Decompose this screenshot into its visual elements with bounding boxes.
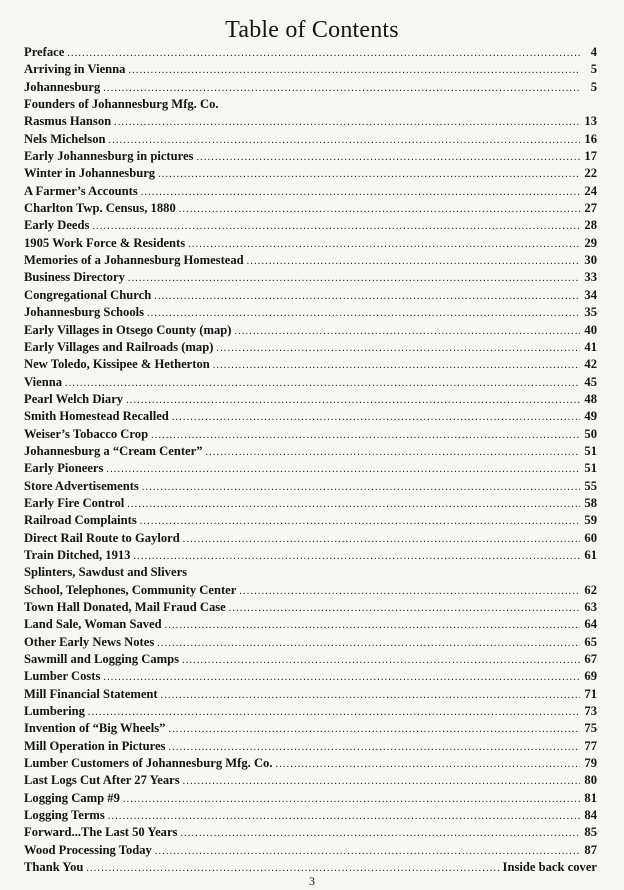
dot-leader bbox=[172, 409, 580, 426]
toc-entry-title: Johannesburg a “Cream Center” bbox=[24, 443, 203, 458]
toc-entry-page: 50 bbox=[584, 426, 597, 441]
toc-entry-page: 65 bbox=[584, 634, 597, 649]
toc-entry-title: Rasmus Hanson bbox=[24, 114, 112, 129]
toc-entry-page: 40 bbox=[584, 322, 597, 337]
toc-entry-page: 64 bbox=[584, 617, 597, 632]
dot-leader bbox=[182, 652, 580, 669]
dot-leader bbox=[103, 669, 580, 686]
dot-leader bbox=[128, 270, 580, 287]
toc-entry bbox=[24, 668, 597, 685]
toc-entry bbox=[24, 339, 597, 356]
toc-entry-page: 30 bbox=[584, 253, 597, 268]
toc-entry bbox=[24, 374, 597, 391]
toc-entry bbox=[24, 269, 597, 286]
toc-entry-title: Memories of a Johannesburg Homestead bbox=[24, 253, 244, 268]
toc-entry-title: Invention of “Big Wheels” bbox=[24, 721, 166, 736]
toc-entry-title: Land Sale, Woman Saved bbox=[24, 617, 162, 632]
toc-entry-page: Inside back cover bbox=[502, 860, 597, 875]
dot-leader bbox=[183, 531, 580, 548]
toc-entry-page: 29 bbox=[584, 235, 597, 250]
toc-entry-page: 79 bbox=[584, 756, 597, 771]
toc-entry-title: Early Villages and Railroads (map) bbox=[24, 339, 214, 354]
toc-entry-title: Early Deeds bbox=[24, 218, 90, 233]
toc-entry-page: 24 bbox=[584, 183, 597, 198]
toc-entry-title: Congregational Church bbox=[24, 287, 152, 302]
toc-entry-title: Johannesburg bbox=[24, 79, 101, 94]
dot-leader bbox=[123, 791, 580, 808]
toc-entry-page: 77 bbox=[584, 738, 597, 753]
toc-entry bbox=[24, 217, 597, 234]
toc-entry bbox=[24, 408, 597, 425]
dot-leader bbox=[179, 201, 580, 218]
toc-entry bbox=[24, 460, 597, 477]
toc-entry-page: 67 bbox=[584, 652, 597, 667]
toc-entry bbox=[24, 478, 597, 495]
toc-entry-page: 42 bbox=[584, 357, 597, 372]
dot-leader bbox=[155, 843, 580, 860]
toc-entry-page: 5 bbox=[590, 62, 597, 77]
toc-entry-title: Charlton Twp. Census, 1880 bbox=[24, 201, 176, 216]
toc-entry-page: 41 bbox=[584, 339, 597, 354]
toc-entry-title: Forward...The Last 50 Years bbox=[24, 825, 178, 840]
toc-entry bbox=[24, 183, 597, 200]
dot-leader bbox=[165, 617, 580, 634]
toc-entry bbox=[24, 235, 597, 252]
dot-leader bbox=[206, 444, 580, 461]
toc-entry bbox=[24, 772, 597, 789]
toc-entry-title: Founders of Johannesburg Mfg. Co. bbox=[24, 97, 219, 112]
toc-entry-title: Smith Homestead Recalled bbox=[24, 409, 169, 424]
dot-leader bbox=[141, 184, 580, 201]
toc-entry bbox=[24, 582, 597, 599]
toc-entry-title: Weiser’s Tobacco Crop bbox=[24, 426, 149, 441]
toc-entry-title: Vienna bbox=[24, 374, 63, 389]
toc-entry bbox=[24, 148, 597, 165]
dot-leader bbox=[109, 132, 580, 149]
toc-entry-page: 84 bbox=[584, 808, 597, 823]
toc-entry bbox=[24, 651, 597, 668]
page-title: Table of Contents bbox=[225, 17, 399, 43]
toc-entry-title: Pearl Welch Diary bbox=[24, 391, 124, 406]
dot-leader bbox=[67, 45, 580, 62]
toc-entry-page: 17 bbox=[584, 149, 597, 164]
toc-entry-title: 1905 Work Force & Residents bbox=[24, 235, 186, 250]
toc-entry-title: Wood Processing Today bbox=[24, 842, 152, 857]
toc-entry-page: 22 bbox=[584, 166, 597, 181]
toc-entry bbox=[24, 200, 597, 217]
toc-entry-title: Mill Financial Statement bbox=[24, 686, 158, 701]
dot-leader bbox=[216, 340, 580, 357]
toc-entry bbox=[24, 304, 597, 321]
toc-entry-page: 16 bbox=[584, 131, 597, 146]
dot-leader bbox=[126, 392, 580, 409]
dot-leader bbox=[151, 427, 580, 444]
toc-entry-title: Railroad Complaints bbox=[24, 513, 137, 528]
toc-entry-page: 81 bbox=[584, 790, 597, 805]
toc-entry-title: Early Villages in Otsego County (map) bbox=[24, 322, 232, 337]
toc-entry bbox=[24, 616, 597, 633]
toc-entry-page: 51 bbox=[584, 443, 597, 458]
toc-entry-title: A Farmer’s Accounts bbox=[24, 183, 138, 198]
toc-entry-page: 27 bbox=[584, 201, 597, 216]
dot-leader bbox=[161, 687, 580, 704]
toc-entry-page: 48 bbox=[584, 391, 597, 406]
toc-entry-title: Johannesburg Schools bbox=[24, 305, 145, 320]
toc-entry-page: 87 bbox=[584, 842, 597, 857]
toc-entry bbox=[24, 512, 597, 529]
toc-entry-title: Early Fire Control bbox=[24, 495, 125, 510]
dot-leader bbox=[127, 496, 580, 513]
dot-leader bbox=[140, 513, 580, 530]
toc-entry-title: Logging Terms bbox=[24, 808, 105, 823]
toc-entry bbox=[24, 599, 597, 616]
toc-entry-page: 85 bbox=[584, 825, 597, 840]
toc-entry-page: 51 bbox=[584, 461, 597, 476]
dot-leader bbox=[157, 635, 580, 652]
dot-leader bbox=[158, 166, 580, 183]
toc-entry bbox=[24, 824, 597, 841]
dot-leader bbox=[188, 236, 580, 253]
toc-entry-title: Business Directory bbox=[24, 270, 125, 285]
dot-leader bbox=[147, 305, 580, 322]
dot-leader bbox=[234, 323, 580, 340]
toc-entry-page: 58 bbox=[584, 495, 597, 510]
toc-entry-page: 35 bbox=[584, 305, 597, 320]
toc-list bbox=[24, 44, 597, 877]
dot-leader bbox=[276, 756, 581, 773]
toc-entry bbox=[24, 720, 597, 737]
dot-leader bbox=[133, 548, 580, 565]
dot-leader bbox=[114, 114, 580, 131]
toc-entry-page: 69 bbox=[584, 669, 597, 684]
toc-entry-page: 4 bbox=[590, 45, 597, 59]
toc-entry-page: 28 bbox=[584, 218, 597, 233]
toc-entry-page: 33 bbox=[584, 270, 597, 285]
toc-entry bbox=[24, 634, 597, 651]
toc-entry bbox=[24, 44, 597, 61]
page-number: 3 bbox=[309, 874, 315, 888]
toc-entry bbox=[24, 356, 597, 373]
toc-entry bbox=[24, 790, 597, 807]
toc-entry-title: Winter in Johannesburg bbox=[24, 166, 156, 181]
dot-leader bbox=[168, 721, 580, 738]
toc-entry bbox=[24, 755, 597, 772]
dot-leader bbox=[106, 461, 580, 478]
toc-entry bbox=[24, 79, 597, 96]
dot-leader bbox=[247, 253, 580, 270]
toc-entry bbox=[24, 391, 597, 408]
toc-entry bbox=[24, 165, 597, 182]
toc-entry bbox=[24, 842, 597, 859]
toc-entry-title: School, Telephones, Community Center bbox=[24, 582, 237, 597]
toc-entry-title: Logging Camp #9 bbox=[24, 790, 120, 805]
toc-entry-page: 60 bbox=[584, 530, 597, 545]
toc-entry-title: Sawmill and Logging Camps bbox=[24, 652, 180, 667]
toc-entry bbox=[24, 738, 597, 755]
toc-entry bbox=[24, 426, 597, 443]
toc-entry-title: Lumber Costs bbox=[24, 669, 101, 684]
dot-leader bbox=[65, 375, 580, 392]
toc-entry-page: 71 bbox=[584, 686, 597, 701]
dot-leader bbox=[196, 149, 580, 166]
toc-entry-title: Early Johannesburg in pictures bbox=[24, 149, 194, 164]
toc-entry bbox=[24, 686, 597, 703]
toc-entry-title: Last Logs Cut After 27 Years bbox=[24, 773, 180, 788]
toc-entry bbox=[24, 564, 597, 581]
toc-entry-page: 34 bbox=[584, 287, 597, 302]
toc-entry bbox=[24, 495, 597, 512]
toc-entry-page: 13 bbox=[584, 114, 597, 129]
toc-entry bbox=[24, 530, 597, 547]
toc-entry-page: 63 bbox=[584, 600, 597, 614]
toc-entry-page: 55 bbox=[584, 478, 597, 493]
toc-entry-title: New Toledo, Kissipee & Hetherton bbox=[24, 357, 210, 372]
toc-entry-title: Town Hall Donated, Mail Fraud Case bbox=[24, 600, 226, 614]
dot-leader bbox=[128, 62, 580, 79]
toc-entry bbox=[24, 322, 597, 339]
toc-entry-page: 61 bbox=[584, 547, 597, 562]
toc-entry-page: 5 bbox=[590, 79, 597, 94]
toc-entry-title: Nels Michelson bbox=[24, 131, 106, 146]
toc-entry-title: Splinters, Sawdust and Slivers bbox=[24, 565, 188, 580]
dot-leader bbox=[92, 218, 580, 235]
dot-leader bbox=[154, 288, 580, 305]
toc-entry bbox=[24, 443, 597, 460]
toc-entry-title: Other Early News Notes bbox=[24, 634, 155, 649]
toc-entry-page: 49 bbox=[584, 409, 597, 424]
toc-entry-title: Thank You bbox=[24, 860, 84, 875]
toc-entry-title: Lumbering bbox=[24, 704, 85, 719]
dot-leader bbox=[213, 357, 580, 374]
dot-leader bbox=[168, 739, 580, 756]
dot-leader bbox=[239, 583, 580, 600]
dot-leader bbox=[103, 80, 580, 97]
dot-leader bbox=[229, 600, 580, 617]
toc-entry bbox=[24, 131, 597, 148]
toc-entry bbox=[24, 807, 597, 824]
toc-entry bbox=[24, 113, 597, 130]
toc-entry-title: Direct Rail Route to Gaylord bbox=[24, 530, 180, 545]
toc-entry-page: 62 bbox=[584, 582, 597, 597]
dot-leader bbox=[180, 825, 580, 842]
toc-entry-page: 80 bbox=[584, 773, 597, 788]
toc-entry-page: 59 bbox=[584, 513, 597, 528]
toc-entry bbox=[24, 252, 597, 269]
toc-entry-title: Mill Operation in Pictures bbox=[24, 738, 166, 753]
toc-entry-title: Arriving in Vienna bbox=[24, 62, 126, 77]
dot-leader bbox=[142, 479, 580, 496]
toc-entry bbox=[24, 287, 597, 304]
toc-entry bbox=[24, 61, 597, 78]
dot-leader bbox=[88, 704, 580, 721]
toc-entry bbox=[24, 703, 597, 720]
dot-leader bbox=[108, 808, 580, 825]
toc-entry-title: Preface bbox=[24, 45, 65, 59]
dot-leader bbox=[183, 773, 580, 790]
toc-entry bbox=[24, 96, 597, 113]
toc-entry-title: Train Ditched, 1913 bbox=[24, 547, 131, 562]
toc-entry-title: Store Advertisements bbox=[24, 478, 139, 493]
toc-entry-title: Early Pioneers bbox=[24, 461, 104, 476]
toc-entry-title: Lumber Customers of Johannesburg Mfg. Co. bbox=[24, 756, 273, 771]
toc-entry-page: 45 bbox=[584, 374, 597, 389]
toc-entry-page: 73 bbox=[584, 704, 597, 719]
toc-entry bbox=[24, 547, 597, 564]
toc-entry-page: 75 bbox=[584, 721, 597, 736]
